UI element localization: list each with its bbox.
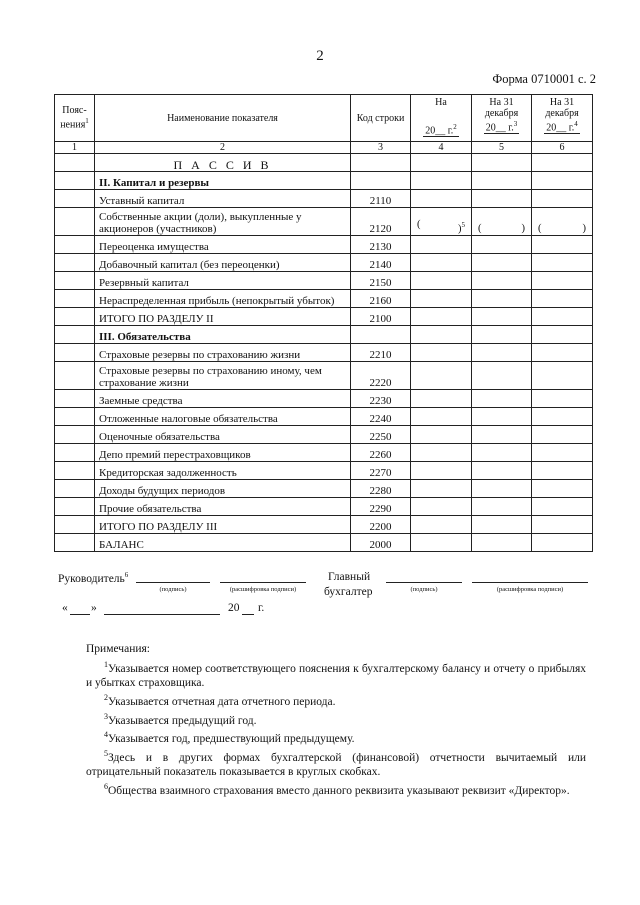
value-cell[interactable]: [411, 326, 472, 344]
indicator-name: Депо премий перестраховщиков: [95, 444, 351, 462]
value-cell[interactable]: [532, 254, 593, 272]
col-number: 4: [411, 142, 472, 154]
note-item: $^3$Указывается предыдущий год.: [104, 711, 257, 727]
header-col5: На 31 декабря 20__ г.$^3$: [472, 95, 532, 142]
column-numbers-row: [55, 142, 593, 154]
table-row: [55, 534, 593, 552]
indicator-name: Страховые резервы по страхованию иному, чем страхование жизни: [95, 362, 351, 390]
head-label: Руководитель$^6$: [58, 571, 129, 585]
indicator-name: Собственные акции (доли), выкупленные у акционеров (участников): [95, 208, 351, 236]
page-number: 2: [316, 48, 324, 64]
chief-sign-caption: (подпись): [410, 586, 438, 593]
line-code: 2220: [351, 362, 411, 390]
value-cell[interactable]: [411, 308, 472, 326]
value-cell[interactable]: [472, 480, 532, 498]
value-cell[interactable]: [472, 272, 532, 290]
table-row: [55, 290, 593, 308]
line-code: 2280: [351, 480, 411, 498]
note-item: $^5$Здесь и в других формах бухгалтерской (финансовой) отчетности вычитаемый или отрицательный показатель показывается в круглых скобках.: [86, 749, 586, 779]
value-cell[interactable]: [472, 172, 532, 190]
chief-label-2: бухгалтер: [324, 586, 373, 598]
value-cell[interactable]: [472, 362, 532, 390]
col-number: 1: [55, 142, 95, 154]
explanation-cell[interactable]: [55, 390, 95, 408]
value-cell[interactable]: [472, 534, 532, 552]
value-cell[interactable]: [472, 326, 532, 344]
value-cell[interactable]: [411, 426, 472, 444]
value-cell[interactable]: [411, 480, 472, 498]
balance-table: [54, 94, 593, 552]
header-name: Наименование показателя: [95, 95, 351, 142]
line-code: 2290: [351, 498, 411, 516]
header-col6: На 31 декабря 20__ г.$^4$: [532, 95, 593, 142]
indicator-name: Добавочный капитал (без переоценки): [95, 254, 351, 272]
table-row: [55, 362, 593, 390]
col-number: 5: [472, 142, 532, 154]
explanation-cell[interactable]: [55, 408, 95, 426]
indicator-name: ИТОГО ПО РАЗДЕЛУ III: [95, 516, 351, 534]
title-row: [55, 154, 593, 172]
value-cell[interactable]: [472, 290, 532, 308]
line-code: 2260: [351, 444, 411, 462]
value-cell[interactable]: [411, 534, 472, 552]
negative-value-brackets: ( ): [478, 223, 525, 234]
value-cell[interactable]: [472, 498, 532, 516]
line-code: 2270: [351, 462, 411, 480]
table-row: [55, 498, 593, 516]
value-cell[interactable]: [472, 462, 532, 480]
line-code: 2160: [351, 290, 411, 308]
explanation-cell[interactable]: [55, 480, 95, 498]
line-code: [351, 172, 411, 190]
value-cell[interactable]: [532, 172, 593, 190]
explanation-cell[interactable]: [55, 534, 95, 552]
explanation-cell[interactable]: [55, 498, 95, 516]
indicator-name: Кредиторская задолженность: [95, 462, 351, 480]
explanation-cell[interactable]: [55, 308, 95, 326]
value-cell[interactable]: [411, 290, 472, 308]
explanation-cell[interactable]: [55, 344, 95, 362]
value-cell[interactable]: [411, 444, 472, 462]
date-year-line[interactable]: [242, 614, 254, 615]
notes-block: [86, 642, 586, 799]
value-cell[interactable]: [472, 236, 532, 254]
table-row: [55, 480, 593, 498]
line-code: 2150: [351, 272, 411, 290]
value-cell[interactable]: [532, 290, 593, 308]
line-code: [351, 326, 411, 344]
explanation-cell[interactable]: [55, 172, 95, 190]
col-number: 6: [532, 142, 593, 154]
value-cell[interactable]: [472, 444, 532, 462]
value-cell[interactable]: [411, 498, 472, 516]
value-cell[interactable]: [532, 362, 593, 390]
value-cell[interactable]: [532, 426, 593, 444]
explanation-cell[interactable]: [55, 236, 95, 254]
date-month-line[interactable]: [104, 614, 220, 615]
table-row: [55, 426, 593, 444]
value-cell[interactable]: [411, 362, 472, 390]
value-cell[interactable]: [532, 516, 593, 534]
line-code: 2130: [351, 236, 411, 254]
value-cell[interactable]: [411, 462, 472, 480]
value-cell[interactable]: [411, 272, 472, 290]
table-row: [55, 344, 593, 362]
value-cell[interactable]: [532, 390, 593, 408]
explanation-cell[interactable]: [55, 190, 95, 208]
indicator-name: Нераспределенная прибыль (непокрытый убыток): [95, 290, 351, 308]
table-row: [55, 462, 593, 480]
header-code: Код строки: [351, 95, 411, 142]
chief-decode-caption: (расшифровка подписи): [496, 586, 564, 593]
value-cell[interactable]: [411, 236, 472, 254]
value-cell[interactable]: [532, 498, 593, 516]
chief-decode-line[interactable]: [472, 582, 588, 583]
head-decode-caption: (расшифровка подписи): [229, 586, 297, 593]
col-number: 3: [351, 142, 411, 154]
explanation-cell[interactable]: [55, 516, 95, 534]
value-cell[interactable]: [472, 408, 532, 426]
value-cell[interactable]: [472, 426, 532, 444]
date-open: «: [62, 602, 68, 614]
form-id: Форма 0710001 с. 2: [492, 72, 596, 86]
table-row: [55, 254, 593, 272]
explanation-cell[interactable]: [55, 290, 95, 308]
head-decode-line[interactable]: [220, 582, 306, 583]
value-cell[interactable]: [532, 308, 593, 326]
value-cell[interactable]: [411, 190, 472, 208]
line-code: 2100: [351, 308, 411, 326]
section-title: III. Обязательства: [95, 326, 351, 344]
indicator-name: Оценочные обязательства: [95, 426, 351, 444]
indicator-name: Переоценка имущества: [95, 236, 351, 254]
line-code: 2250: [351, 426, 411, 444]
negative-value-brackets: ( ): [538, 223, 586, 234]
value-cell[interactable]: [411, 172, 472, 190]
head-sign-caption: (подпись): [159, 586, 187, 593]
note-item: $^2$Указывается отчетная дата отчетного периода.: [104, 692, 336, 708]
indicator-name: Страховые резервы по страхованию жизни: [95, 344, 351, 362]
liabilities-title: П А С С И В: [95, 154, 351, 172]
notes-heading: Примечания:: [86, 643, 150, 655]
table-row: [55, 236, 593, 254]
value-cell[interactable]: [472, 208, 532, 236]
section-title: II. Капитал и резервы: [95, 172, 351, 190]
indicator-name: БАЛАНС: [95, 534, 351, 552]
note-item: $^4$Указывается год, предшествующий предыдущему.: [104, 730, 355, 746]
value-cell[interactable]: [472, 308, 532, 326]
chief-signature-line[interactable]: [386, 582, 462, 583]
section-row: [55, 172, 593, 190]
line-code: 2240: [351, 408, 411, 426]
explanation-cell[interactable]: [55, 462, 95, 480]
explanation-cell[interactable]: [55, 362, 95, 390]
negative-value-brackets: ( )$^5$: [417, 218, 465, 234]
table-row: [55, 208, 593, 236]
line-code: 2140: [351, 254, 411, 272]
indicator-name: Отложенные налоговые обязательства: [95, 408, 351, 426]
value-cell[interactable]: [411, 208, 472, 236]
value-cell[interactable]: [411, 516, 472, 534]
table-header-row: [55, 95, 593, 142]
note-item: $^6$Общества взаимного страхования вместо данного реквизита указывают реквизит «Директор».: [104, 782, 570, 797]
col-number: 2: [95, 142, 351, 154]
table-row: [55, 444, 593, 462]
line-code: 2210: [351, 344, 411, 362]
value-cell[interactable]: [472, 190, 532, 208]
value-cell[interactable]: [411, 408, 472, 426]
header-explanation: Пояс-нения$^1$: [55, 95, 95, 142]
head-signature-line[interactable]: [136, 582, 210, 583]
header-col4: На 20__ г.$^2$: [411, 95, 472, 142]
value-cell[interactable]: [532, 408, 593, 426]
value-cell[interactable]: [532, 462, 593, 480]
indicator-name: Резервный капитал: [95, 272, 351, 290]
line-code: 2200: [351, 516, 411, 534]
indicator-name: ИТОГО ПО РАЗДЕЛУ II: [95, 308, 351, 326]
date-year-suffix: г.: [258, 602, 265, 614]
date-day-line[interactable]: [70, 614, 90, 615]
indicator-name: Уставный капитал: [95, 190, 351, 208]
value-cell[interactable]: [532, 190, 593, 208]
line-code: 2110: [351, 190, 411, 208]
value-cell[interactable]: [411, 344, 472, 362]
note-item: $^1$Указывается номер соответствующего пояснения к бухгалтерскому балансу и отчету о прибылях и убытках страховщика.: [86, 660, 586, 689]
date-year-prefix: 20: [228, 602, 240, 614]
table-row: [55, 272, 593, 290]
line-code: 2120: [351, 208, 411, 236]
value-cell[interactable]: [532, 444, 593, 462]
indicator-name: Прочие обязательства: [95, 498, 351, 516]
value-cell[interactable]: [472, 390, 532, 408]
value-cell[interactable]: [532, 480, 593, 498]
explanation-cell[interactable]: [55, 326, 95, 344]
value-cell[interactable]: [532, 344, 593, 362]
date-close: »: [91, 602, 97, 614]
value-cell[interactable]: [532, 236, 593, 254]
table-row: [55, 516, 593, 534]
table-row: [55, 408, 593, 426]
value-cell[interactable]: [472, 516, 532, 534]
indicator-name: Заемные средства: [95, 390, 351, 408]
explanation-cell[interactable]: [55, 444, 95, 462]
table-row: [55, 190, 593, 208]
value-cell[interactable]: [472, 344, 532, 362]
value-cell[interactable]: [532, 208, 593, 236]
value-cell[interactable]: [411, 390, 472, 408]
explanation-cell[interactable]: [55, 208, 95, 236]
indicator-name: Доходы будущих периодов: [95, 480, 351, 498]
explanation-cell[interactable]: [55, 426, 95, 444]
value-cell[interactable]: [472, 254, 532, 272]
section-row: [55, 326, 593, 344]
value-cell[interactable]: [532, 534, 593, 552]
notes-list: [86, 658, 586, 798]
table-row: [55, 390, 593, 408]
value-cell[interactable]: [411, 254, 472, 272]
value-cell[interactable]: [532, 272, 593, 290]
explanation-cell[interactable]: [55, 272, 95, 290]
line-code: 2230: [351, 390, 411, 408]
explanation-cell[interactable]: [55, 254, 95, 272]
chief-label-1: Главный: [328, 571, 371, 583]
value-cell[interactable]: [532, 326, 593, 344]
line-code: 2000: [351, 534, 411, 552]
table-row: [55, 308, 593, 326]
